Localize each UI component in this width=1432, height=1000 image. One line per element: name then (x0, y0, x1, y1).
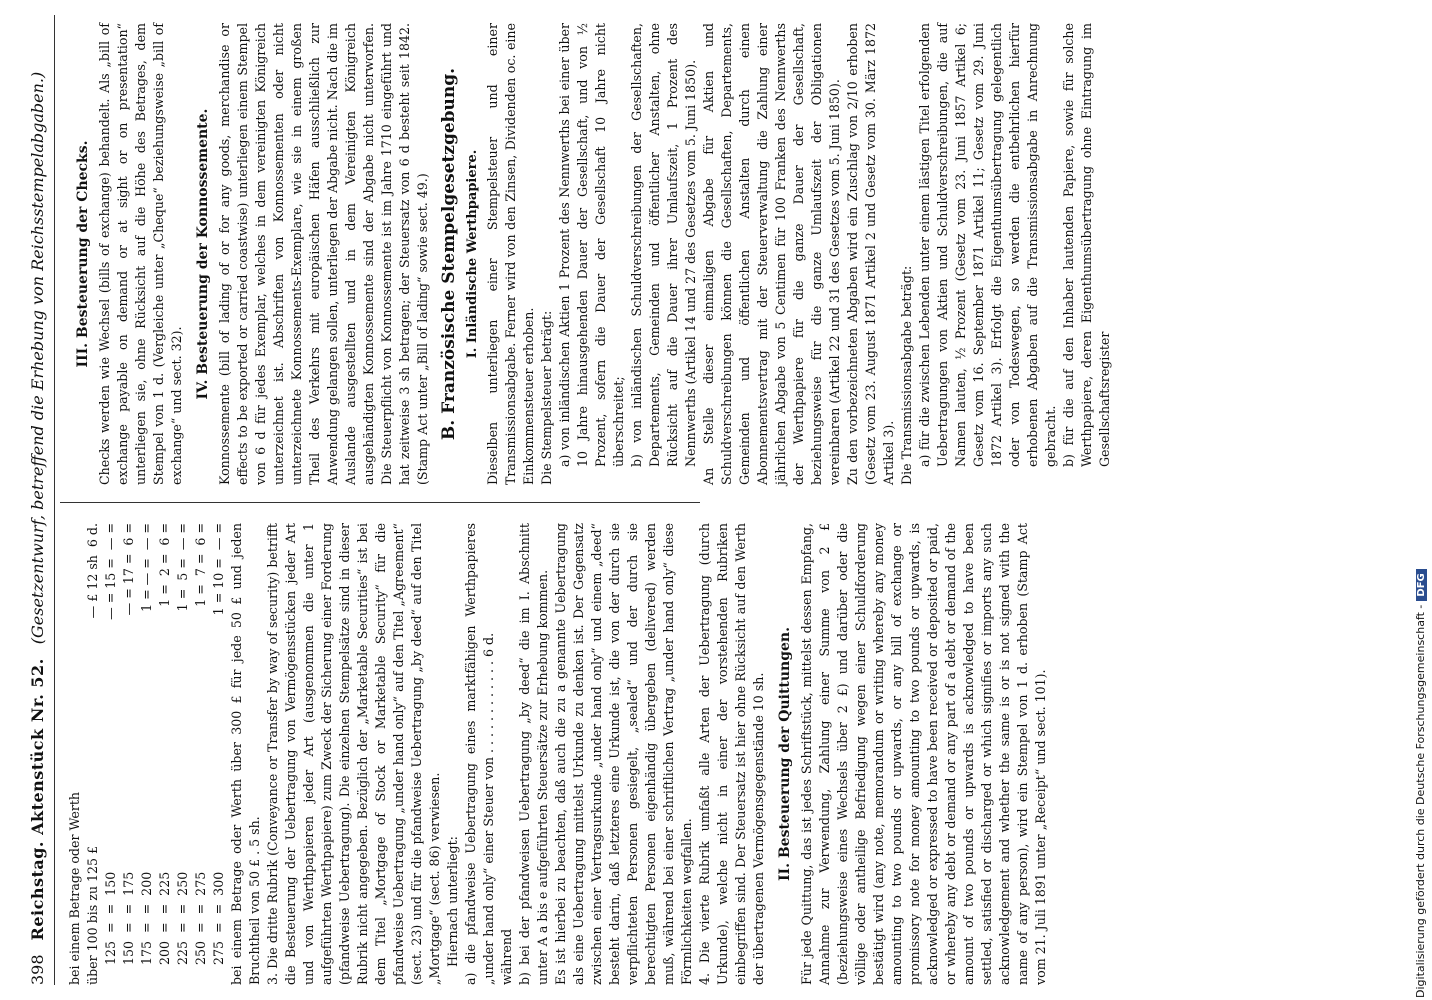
column-divider (60, 502, 700, 503)
left-column (66, 518, 1050, 985)
tax-range: über 100 bis zu 125 £ (85, 845, 100, 985)
tax-rate: 1 = 2 = 6 = (157, 523, 172, 607)
tax-rate: 1 = 10 = — = (211, 523, 226, 616)
tax-range: 200 = = 225 (157, 871, 172, 985)
paragraph-konnossemente: Konnossemente (bill of lading of or for any goods, merchandise or effects to be exported or carried coastwise) unterliegen einem Stempel von 6 d für jedes Exemplar, welches in dem vereinigten Königreich unterzeichnet ist. Abschriften von Konnossementen oder nicht unterzeichnete Konnossements-Exemplare, wie sie in einem großen Theil des Verkehrs mit europäischen Häfen ausschließlich zur Anwendung gelangen sollen, unterliegen der Abgabe nicht. Nach die im Auslande ausgestellten und in dem Vereinigten Königreich ausgehändigten Konnossemente sind der Abgabe nicht unterworfen. Die Steuerpflicht von Konnossemente ist im Jahre 1710 eingeführt und hat zeitweise 3 sh betragen; der Steuersatz von 6 d besteht seit 1842. (Stamp Act unter „Bill of lading“ sowie sect. 49.) (217, 18, 430, 485)
page-number: 398 (27, 954, 47, 985)
tax-intro: bei einem Betrage oder Werth (67, 791, 82, 985)
tax-rate: 1 = 5 = — = (175, 523, 190, 612)
item-stempel-b: b) von inländischen Schuldverschreibungen der Gesellschaften, Departements, Gemeinden und öffentlicher Anstalten, ohne Rücksicht auf die Dauer ihrer Umlaufszeit, 1 Prozent des Nennwerths (Artikel 14 und 27 des Gesetzes vom 5. Juni 1850). (629, 18, 698, 467)
right-column (66, 18, 1114, 485)
item-4: 4. Die vierte Rubrik umfaßt alle Arten der Uebertragung (durch Urkunde), welche nicht in einer der vorstehenden Rubriken einbegriffen sind. Der Steuersatz ist hier ohne Rücksicht auf den Werth der übertragenen Vermögensgegenstände 10 sh. (697, 518, 766, 985)
item-a: a) die pfandweise Uebertragung eines marktfähigen Werthpapieres „under hand only“ einer Steuer von . . . . . . . . . . . . 6 d. (463, 518, 496, 985)
tax-row (102, 523, 120, 985)
paragraph-quittungen: Für jede Quittung, das ist jedes Schriftstück, mittelst dessen Empfang, Annahme zur Verwendung, Zahlung einer Summe von 2 £ (beziehungsweise eines Wechsels über 2 £) und darüber oder die völlige oder antheilige Befriedigung wegen einer Schuldforderung bestätigt wird (any note, memorandum or writing whereby any money amounting to two pounds or upwards, or any bill of exchange or promissory note for money amounting to two pounds or upwards, is acknowledged or expressed to have been received or deposited or paid, or whereby any debt or demand or any part of a debt or demand of the amount of two pounds or upwards is acknowledged to have been settled, satisfied or discharged or which signifies or imports any such acknowledgement and whether the same is or is not signed with the name of any person), wird ein Stempel von 1 d. erhoben (Stamp Act vom 21. Juli 1891 unter „Receipt“ und sect. 101). (799, 518, 1048, 985)
tax-row (84, 523, 102, 985)
paragraph-300: bei einem Betrage oder Werth über 300 £ für jede 50 £ und jeden Bruchtheil von 50 £ . 5 sh. (229, 518, 262, 985)
tax-range: 250 = = 275 (193, 871, 208, 985)
page-title: Reichstag. Aktenstück Nr. 52. (27, 658, 47, 941)
tax-range: 125 = = 150 (103, 871, 118, 985)
tax-rate: — £ 12 sh 6 d. (85, 523, 100, 619)
tax-range: 150 = = 175 (121, 871, 136, 985)
paragraph-checks: Checks werden wie Wechsel (bills of exchange) behandelt. Als „bill of exchange payable on demand or at sight or on presentation“ unterliegen sie, ohne Rücksicht auf die Höhe des Betrages, dem Stempel von 1 d. (Vergleiche unter „Cheque“ beziehungsweise „bill of exchange“ und sect. 32). (97, 18, 184, 485)
tax-rate: 1 = — = — = (139, 523, 154, 612)
tax-row (120, 523, 138, 985)
rotated-page (20, 15, 1400, 985)
tax-row (192, 523, 210, 985)
tax-row (156, 523, 174, 985)
paragraph-transmission: Die Transmissionsabgabe beträgt: (899, 265, 914, 485)
tax-table (84, 523, 228, 985)
tax-rate: — = 15 = — = (103, 523, 118, 620)
heading-domestic-securities: I. Inländische Werthpapiere. (465, 149, 480, 359)
item-transmission-a: a) für die zwischen Lebenden unter einem lästigen Titel erfolgenden Uebertragungen von Aktien und Schuldverschreibungen, die auf Namen lauten, ½ Prozent (Gesetz vom 23. Juni 1857 Artikel 6; Gesetz vom 16. September 1871 Artikel 11; Gesetz vom 29. Juni 1872 Artikel 3). Erfolgt die Eigenthumsübertragung gelegentlich oder von Todeswegen, so werden die entbehrlichen hierfür erhobenen Abgaben auf die Transmissionsabgabe in Anrechnung gebracht. (917, 18, 1058, 467)
page-subtitle: (Gesetzentwurf, betreffend die Erhebung von Reichsstempelabgaben.) (27, 71, 47, 645)
tax-range: 175 = = 200 (139, 871, 154, 985)
item-stempel-a: a) von inländischen Aktien 1 Prozent des Nennwerths bei einer über 10 Jahre hinausgehenden Dauer der Gesellschaft, und von ½ Prozent, sofern die Dauer der Gesellschaft 10 Jahre nicht überschreitet; (557, 18, 626, 467)
heading-konnossemente: IV. Besteuerung der Konnossemente. (195, 108, 211, 400)
tax-rate: — = 17 = 6 = (121, 523, 136, 616)
tax-row (210, 523, 228, 985)
heading-quittungen: II. Besteuerung der Quittungen. (777, 627, 793, 882)
page-header (20, 15, 55, 985)
tax-range: 225 = = 250 (175, 871, 190, 985)
heading-checks: III. Besteuerung der Checks. (75, 140, 91, 368)
digitization-credit (1414, 569, 1427, 998)
paragraph-beachten: Es ist hierbei zu beachten, daß auch die zu a genannte Uebertragung als eine Uebertragung mittelst Urkunde zu denken ist. Der Gegensatz zwischen einer Vertragsurkunde „under hand only“ und einem „deed“ besteht darin, daß letzteres eine Urkunde ist, die von der durch sie verpflichteten Personen gesiegelt, „sealed“ und der durch sie berechtigten Personen eigenhändig übergeben (delivered) werden muß, während bei einer schriftlichen Vertrag „under hand only“ diese Förmlichkeiten wegfallen. (553, 518, 694, 985)
paragraph-intro: Dieselben unterliegen einer Stempelsteuer und einer Transmissionsabgabe. Ferner wird von den Zinsen, Dividenden oc. eine Einkommensteuer erhoben. (485, 18, 536, 485)
paragraph-stempel: Die Stempelsteuer beträgt: (539, 310, 554, 485)
paragraph-abonnement: An Stelle dieser einmaligen Abgabe für Aktien und Schuldverschreibungen können die Gesellschaften, Departements, Gemeinden und öffentlichen Anstalten durch einen Abonnementsvertrag mit der Steuerverwaltung die Zahlung einer jährlichen Abgabe von 5 Centimen für 100 Franken des Nennwerths der Werthpapiere für die ganze Dauer der Gesellschaft, beziehungsweise für die ganze Umlaufszeit der Obligationen vereinbaren (Artikel 22 und 31 des Gesetzes vom 5. Juni 1850). (701, 18, 842, 485)
tax-row (138, 523, 156, 985)
tax-range: 275 = = 300 (211, 871, 226, 985)
dfg-logo: DFG (1416, 569, 1427, 600)
heading-french-stamp: B. Französische Stempelgesetzgebung. (439, 67, 459, 441)
item-3: 3. Die dritte Rubrik (Conveyance or Transfer by way of security) betrifft die Besteuerung der Uebertragung von Vermögensstücken jeder Art und von Werthpapieren jeder Art (ausgenommen die unter 1 aufgeführten Werthpapiere) zum Zweck der Sicherung einer Forderung (pfandweise Uebertragung). Die einzelnen Stempelsätze sind in dieser Rubrik nicht angegeben. Bezüglich der „Marketable Securities“ ist bei dem Titel „Mortgage of Stock or Marketable Security“ für die pfandweise Uebertragung „under hand only“ auf den Titel „Agreement“ (sect. 23) und für die pfandweise Uebertragung „by deed“ auf den Titel „Mortgage“ (sect. 86) verwiesen. (265, 518, 442, 985)
paragraph-zuschlag: Zu den vorbezeichneten Abgaben wird ein Zuschlag von 2/10 erhoben (Gesetz vom 23. August 1871 Artikel 2 und Gesetz vom 30. März 1872 Artikel 3). (845, 18, 896, 485)
tax-rate: 1 = 7 = 6 = (193, 523, 208, 607)
item-waehrend: während (499, 928, 514, 985)
item-b: b) bei der pfandweisen Uebertragung „by deed“ die im I. Abschnitt unter A a bis e aufgeführten Steuersätze zur Erhebung kommen. (517, 518, 550, 985)
hiernach: Hiernach unterliegt: (445, 836, 460, 967)
item-transmission-b: b) für die auf den Inhaber lautenden Papiere, sowie für solche Werthpapiere, deren Eigenthumsübertragung ohne Eintragung im Gesellschaftsregister (1061, 18, 1112, 467)
tax-row (174, 523, 192, 985)
credit-text: Digitalisierung gefördert durch die Deutsche Forschungsgemeinschaft - (1414, 604, 1427, 998)
